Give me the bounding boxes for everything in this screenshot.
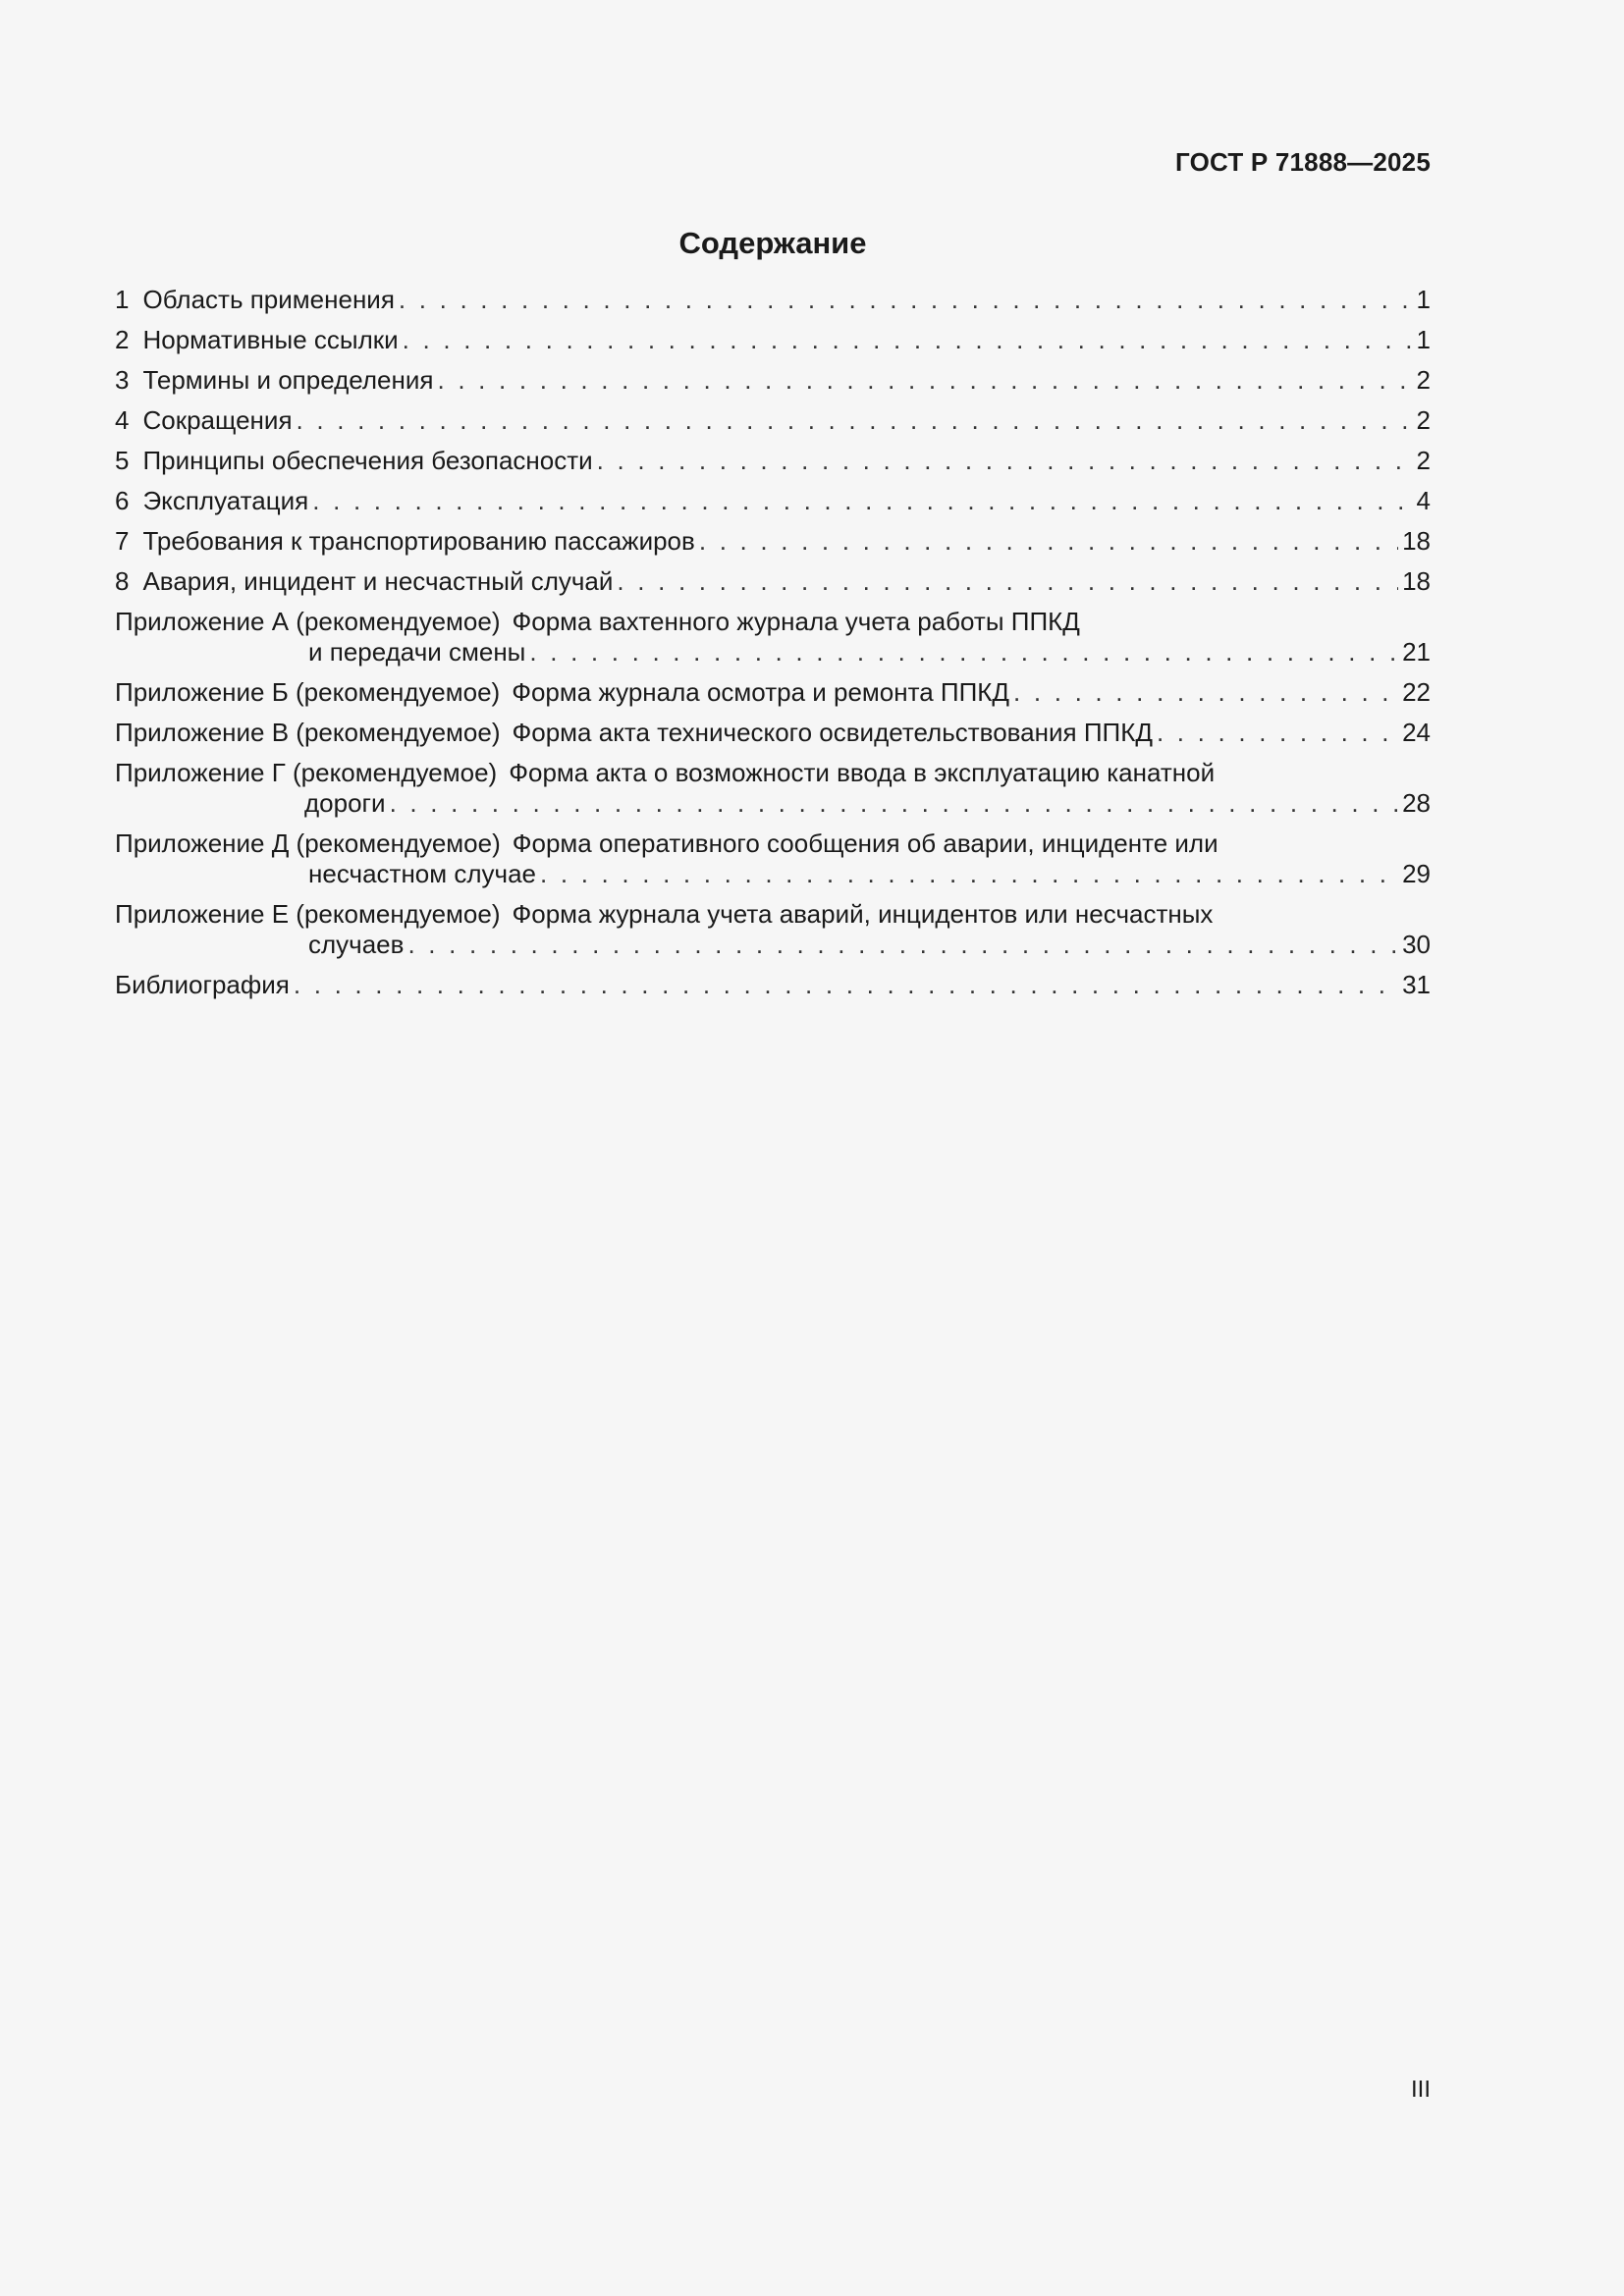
appendix-title-continued: дороги: [304, 788, 386, 818]
dot-leader: [540, 859, 1398, 889]
toc-entry-page: 18: [1402, 566, 1431, 596]
page-folio: III: [1410, 2076, 1431, 2103]
toc-entry-number: 8: [115, 566, 130, 596]
toc-entry-title: Библиография: [115, 970, 290, 999]
toc-entry-page: 1: [1416, 285, 1431, 314]
dot-leader: [1157, 718, 1398, 748]
dot-leader: [399, 285, 1413, 315]
toc-entry-page: 4: [1416, 486, 1431, 515]
toc-entry-title: Принципы обеспечения безопасности: [142, 446, 593, 475]
toc-entry-page: 28: [1402, 788, 1431, 818]
dot-leader: [294, 970, 1398, 1000]
toc-entry-appendix-v[interactable]: [115, 718, 1431, 748]
appendix-label: Приложение В (рекомендуемое): [115, 718, 501, 747]
toc-entry-number: 6: [115, 486, 130, 515]
toc-entry-page: 2: [1416, 405, 1431, 435]
toc-entry-appendix-e[interactable]: [115, 899, 1431, 960]
appendix-title: Форма акта технического освидетельствования ППКД: [512, 718, 1153, 747]
toc-entry-page: 30: [1402, 930, 1431, 959]
toc-entry-1[interactable]: [115, 285, 1431, 315]
toc-entry-bibliography[interactable]: [115, 970, 1431, 1000]
toc-entry-page: 29: [1402, 859, 1431, 888]
toc-entry-title: Область применения: [142, 285, 395, 314]
appendix-label: Приложение А (рекомендуемое): [115, 607, 501, 636]
toc-entry-6[interactable]: [115, 486, 1431, 516]
appendix-label: Приложение Д (рекомендуемое): [115, 828, 501, 858]
appendix-title: Форма вахтенного журнала учета работы ППКД: [512, 607, 1080, 636]
dot-leader: [407, 930, 1398, 960]
appendix-title: Форма журнала учета аварий, инцидентов или несчастных: [512, 899, 1214, 929]
toc-entry-3[interactable]: [115, 365, 1431, 396]
dot-leader: [297, 405, 1413, 436]
toc-entry-appendix-d[interactable]: [115, 828, 1431, 889]
toc-entry-title: Нормативные ссылки: [142, 325, 399, 354]
toc-entry-8[interactable]: [115, 566, 1431, 597]
toc-entry-number: 1: [115, 285, 130, 314]
table-of-contents: [115, 285, 1431, 1010]
toc-entry-title: Термины и определения: [142, 365, 434, 395]
toc-entry-page: 1: [1416, 325, 1431, 354]
appendix-label: Приложение Г (рекомендуемое): [115, 758, 498, 787]
toc-entry-page: 31: [1402, 970, 1431, 999]
toc-entry-appendix-g[interactable]: [115, 758, 1431, 819]
dot-leader: [617, 566, 1398, 597]
appendix-title: Форма оперативного сообщения об аварии, инциденте или: [512, 828, 1218, 858]
toc-entry-title: Эксплуатация: [142, 486, 309, 515]
toc-title: Содержание: [678, 226, 867, 260]
toc-entry-page: 22: [1402, 677, 1431, 707]
toc-entry-7[interactable]: [115, 526, 1431, 557]
toc-entry-4[interactable]: [115, 405, 1431, 436]
toc-entry-number: 3: [115, 365, 130, 395]
toc-entry-appendix-a[interactable]: [115, 607, 1431, 667]
toc-entry-5[interactable]: [115, 446, 1431, 476]
dot-leader: [597, 446, 1413, 476]
dot-leader: [529, 637, 1398, 667]
appendix-title: Форма акта о возможности ввода в эксплуатацию канатной: [509, 758, 1216, 787]
appendix-label: Приложение Б (рекомендуемое): [115, 677, 501, 707]
toc-entry-page: 2: [1416, 446, 1431, 475]
toc-entry-page: 2: [1416, 365, 1431, 395]
toc-entry-number: 7: [115, 526, 130, 556]
dot-leader: [699, 526, 1398, 557]
toc-entry-2[interactable]: [115, 325, 1431, 355]
toc-entry-page: 18: [1402, 526, 1431, 556]
document-code: ГОСТ Р 71888—2025: [1175, 147, 1431, 177]
toc-entry-title: Сокращения: [142, 405, 293, 435]
toc-entry-number: 2: [115, 325, 130, 354]
toc-entry-number: 4: [115, 405, 130, 435]
appendix-title-continued: несчастном случае: [308, 859, 536, 888]
toc-entry-number: 5: [115, 446, 130, 475]
dot-leader: [390, 788, 1399, 819]
toc-entry-page: 24: [1402, 718, 1431, 747]
dot-leader: [1013, 677, 1398, 708]
toc-entry-appendix-b[interactable]: [115, 677, 1431, 708]
dot-leader: [403, 325, 1413, 355]
dot-leader: [312, 486, 1412, 516]
appendix-title-continued: случаев: [308, 930, 405, 959]
toc-entry-page: 21: [1402, 637, 1431, 667]
appendix-title-continued: и передачи смены: [308, 637, 526, 667]
toc-entry-title: Авария, инцидент и несчастный случай: [142, 566, 614, 596]
appendix-title: Форма журнала осмотра и ремонта ППКД: [512, 677, 1010, 707]
toc-entry-title: Требования к транспортированию пассажиров: [142, 526, 695, 556]
appendix-label: Приложение Е (рекомендуемое): [115, 899, 501, 929]
dot-leader: [437, 365, 1412, 396]
